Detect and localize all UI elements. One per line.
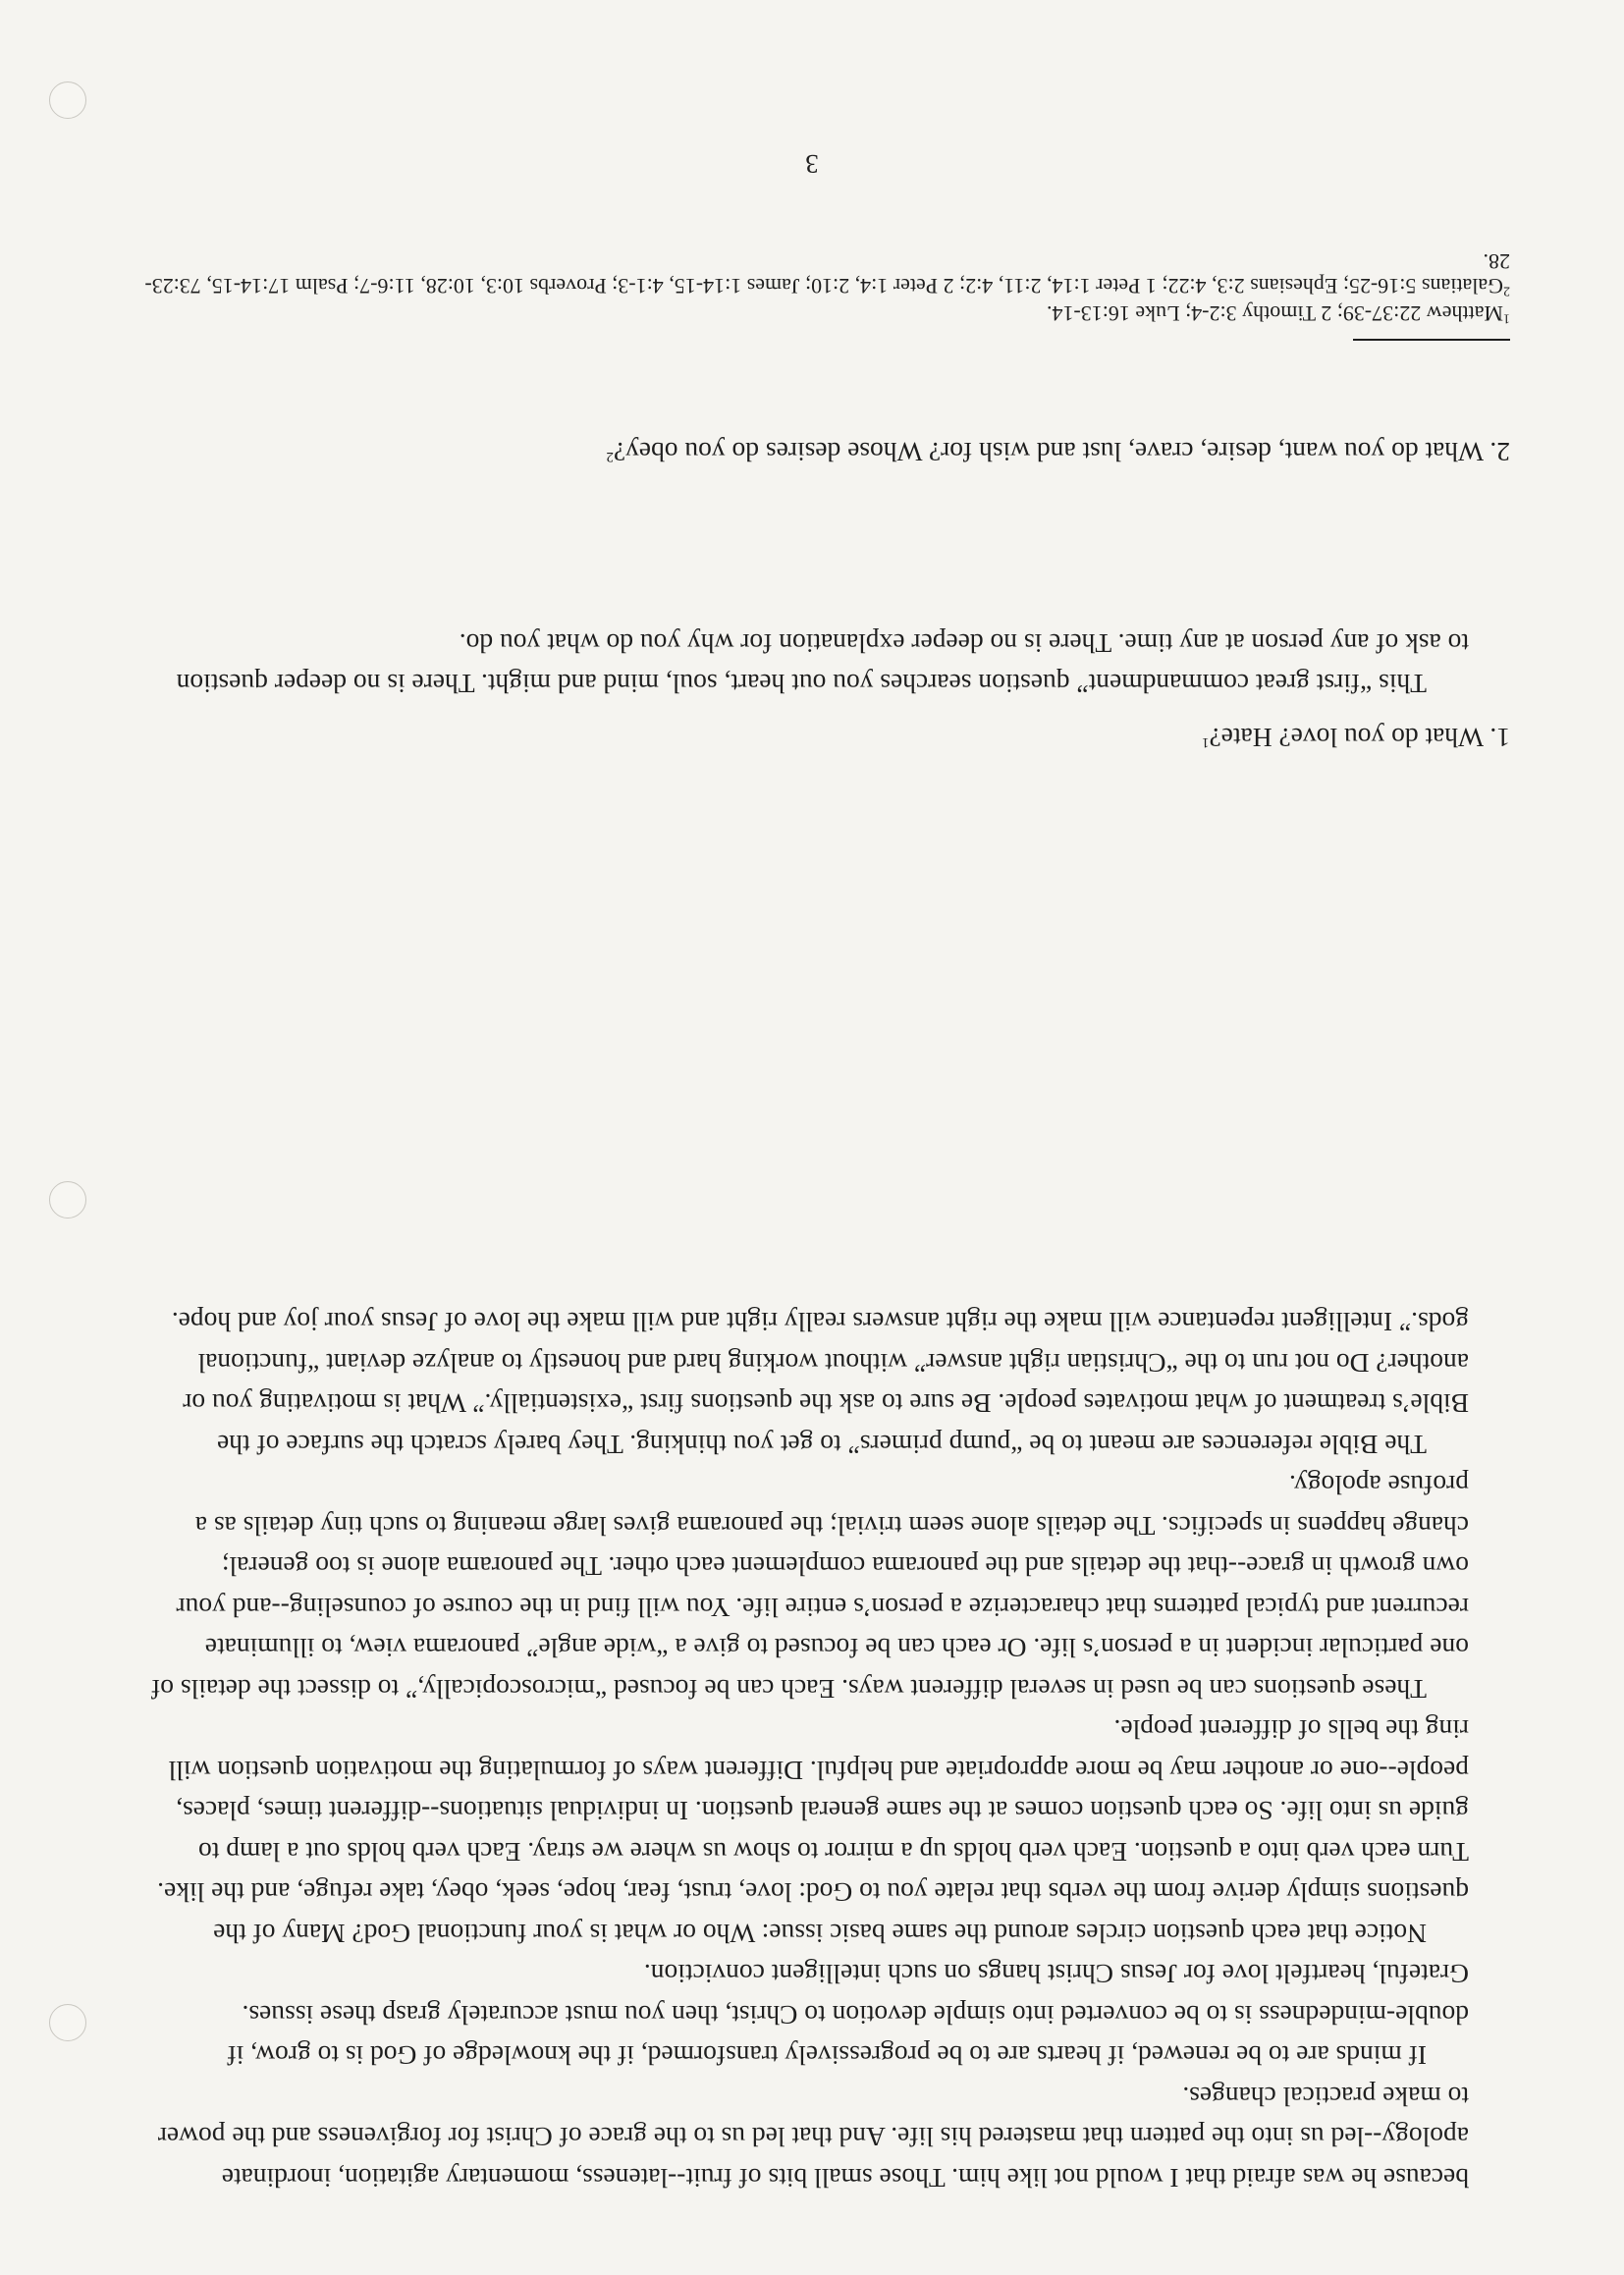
question-1-heading — [135, 717, 1510, 762]
question-2-footnote-marker: 2 — [606, 449, 614, 464]
footnote-1 — [135, 301, 1510, 326]
punch-hole-middle — [49, 1181, 86, 1219]
footnotes — [135, 249, 1510, 326]
body-text — [149, 1302, 1469, 2198]
page-number: 3 — [805, 149, 819, 179]
question-1-footnote-marker: 1 — [1202, 734, 1210, 750]
footnote-2-text: Galatians 5:16-25; Ephesians 2:3, 4:22; 1 Peter 1:14, 2:11, 4:2; 2 Peter 1:4, 2:10; James 1:14-15, 4:1-3; Proverbs 10:3, 10:28, 11:6-7; Psalm 17:14-15, 73:23-28. — [144, 249, 1510, 298]
paragraph-renewal: If minds are to be renewed, if hearts are to be progressively transformed, if the knowledge of God is to grow, if double-mindedness is to be converted into simple devotion to Christ, then you must accurately grasp these issues. Grateful, heartfelt love for Jesus Christ hangs on such intelligent conviction. — [227, 1959, 1469, 2072]
footnote-2 — [135, 249, 1510, 298]
punch-hole-bottom — [49, 81, 86, 119]
question-1-heading-text: 1. What do you love? Hate? — [1209, 722, 1510, 753]
footnote-rule — [1353, 339, 1510, 341]
question-2-heading-text: 2. What do you want, desire, crave, lust and wish for? Whose desires do you obey? — [613, 436, 1510, 467]
paragraph-functional-god: Notice that each question circles around the same basic issue: Who or what is your functional God? Many of the questions simply derive from the verbs that relate you to God: love, trust, fear, hope, seek, obey, take refuge, and the like. Turn each verb into a question. Each verb holds up a mirror to show us where we stray. Each verb holds out a lamp to guide us into life. So each question comes at the same general question. In individual situations--different times, places, people--one or another may be more appropriate and helpful. Different ways of formulating the motivation question will ring the bells of different people. — [157, 1714, 1469, 1949]
footnote-2-marker: 2 — [1503, 283, 1510, 298]
footnote-1-marker: 1 — [1503, 310, 1510, 326]
footnote-1-text: Matthew 22:37-39; 2 Timothy 3:2-4; Luke 16:13-14. — [1046, 301, 1503, 326]
punch-hole-top — [49, 2004, 86, 2041]
paragraph-continuation: because he was afraid that I would not like him. Those small bits of fruit--lateness, momentary agitation, inordinate apology--led us into the pattern that mastered his life. And that led us to the grace of Christ for forgiveness and the power to make practical changes. — [157, 2082, 1469, 2194]
question-2 — [135, 431, 1510, 476]
question-1 — [135, 623, 1510, 762]
question-1-body: This “first great commandment” question searches you out heart, soul, mind and might. There is no deeper question to ask of any person at any time. There is no deeper explanation for why you do what you do. — [176, 627, 1469, 700]
paragraph-bible-references: The Bible references are meant to be “pump primers” to get you thinking. They barely scratch the surface of the Bible’s treatment of what motivates people. Be sure to ask the questions first “existentially.” What is motivating you or another? Do not run to the “Christian right answer” without working hard and honestly to analyze deviant “functional gods.” Intelligent repentance will make the right answers really right and will make the love of Jesus your joy and hope. — [171, 1307, 1469, 1460]
paragraph-usage: These questions can be used in several different ways. Each can be focused “microscopically,” to dissect the details of one particular incident in a person’s life. Or each can be focused to give a “wide angle” panorama view, to illuminate recurrent and typical patterns that characterize a person’s entire life. You will find in the course of counseling--and your own growth in grace--that the details and the panorama complement each other. The panorama alone is too general; change happens in specifics. The details alone seem trivial; the panorama gives large meaning to such tiny details as a profuse apology. — [151, 1470, 1469, 1705]
